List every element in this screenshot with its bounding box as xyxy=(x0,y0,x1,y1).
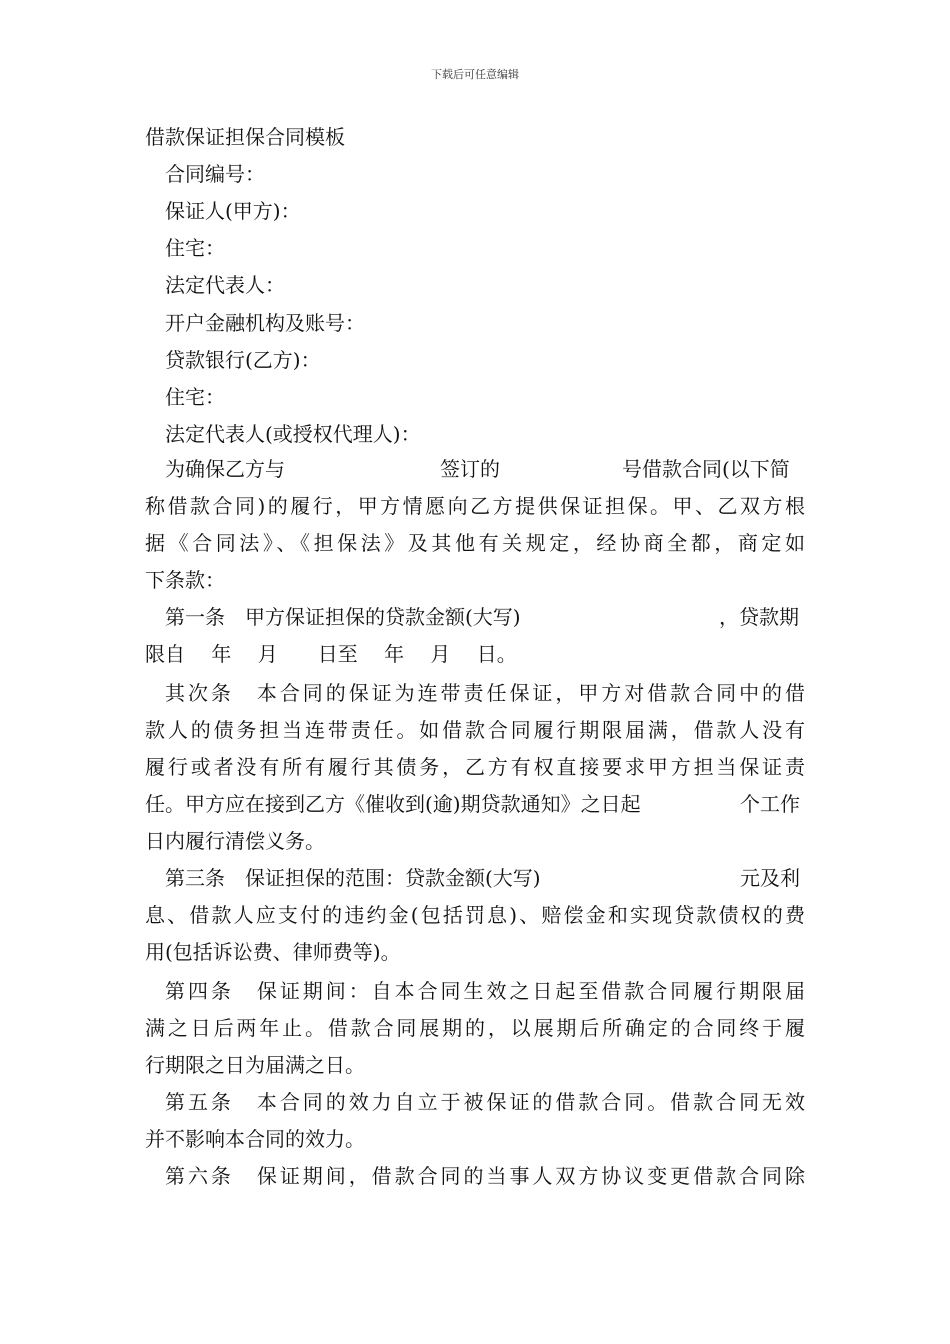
article-2-line-4-part-a: 任。甲方应在接到乙方《催收到(逾)期贷款通知》之日起 xyxy=(145,792,641,816)
paragraph-intro xyxy=(145,451,805,599)
intro-line-1 xyxy=(145,451,805,488)
article-3-line-1 xyxy=(145,860,805,897)
article-1-line-1 xyxy=(145,599,805,636)
article-1 xyxy=(145,599,805,673)
field-legal-representative: 法定代表人： xyxy=(165,273,285,297)
intro-line-1-part-a: 为确保乙方与 xyxy=(165,457,285,481)
intro-line-4: 下条款： xyxy=(145,568,225,592)
field-lender-bank: 贷款银行(乙方)： xyxy=(165,348,321,372)
article-2-line-4-part-b: 个工作 xyxy=(740,792,800,816)
field-contract-number: 合同编号： xyxy=(165,162,265,186)
article-2-line-4 xyxy=(145,786,805,823)
article-1-line-1-part-b: ，贷款期 xyxy=(719,605,799,629)
header-note: 下载后可任意编辑 xyxy=(431,68,519,81)
article-3-line-1-part-b: 元及利 xyxy=(740,866,800,890)
article-4 xyxy=(145,973,805,1084)
article-2-line-1: 其次条 本合同的保证为连带责任保证，甲方对借款合同中的借 xyxy=(165,681,805,705)
intro-line-3: 据《合同法》、《担保法》及其他有关规定，经协商全都，商定如 xyxy=(145,531,805,555)
article-2-line-5: 日内履行清偿义务。 xyxy=(145,829,325,853)
article-2 xyxy=(145,675,805,860)
article-1-line-1-part-a: 第一条 甲方保证担保的贷款金额(大写) xyxy=(165,605,521,629)
article-4-line-3: 行期限之日为届满之日。 xyxy=(145,1053,365,1077)
field-lender-address: 住宅： xyxy=(165,385,225,409)
article-6-line-1: 第六条 保证期间，借款合同的当事人双方协议变更借款合同除 xyxy=(165,1164,805,1188)
article-5-line-2: 并不影响本合同的效力。 xyxy=(145,1127,365,1151)
article-3-line-3: 用(包括诉讼费、律师费等)。 xyxy=(145,940,401,964)
field-bank-account: 开户金融机构及账号： xyxy=(165,311,365,335)
article-1-line-2: 限自 年 月 日至 年 月 日。 xyxy=(145,642,517,666)
article-3 xyxy=(145,860,805,971)
field-guarantor-address: 住宅： xyxy=(165,236,225,260)
field-lender-representative: 法定代表人(或授权代理人)： xyxy=(165,422,421,446)
field-guarantor: 保证人(甲方)： xyxy=(165,199,301,223)
intro-line-2: 称借款合同)的履行，甲方情愿向乙方提供保证担保。甲、乙双方根 xyxy=(145,494,805,518)
article-6 xyxy=(145,1158,805,1195)
article-4-line-2: 满之日后两年止。借款合同展期的，以展期后所确定的合同终于履 xyxy=(145,1016,805,1040)
intro-line-1-part-c: 号借款合同(以下简 xyxy=(622,457,790,481)
article-5 xyxy=(145,1084,805,1158)
article-4-line-1: 第四条 保证期间：自本合同生效之日起至借款合同履行期限届 xyxy=(165,979,805,1003)
document-title: 借款保证担保合同模板 xyxy=(145,125,345,149)
article-5-line-1: 第五条 本合同的效力自立于被保证的借款合同。借款合同无效 xyxy=(165,1090,805,1114)
article-2-line-3: 履行或者没有所有履行其债务，乙方有权直接要求甲方担当保证责 xyxy=(145,755,805,779)
article-3-line-2: 息、借款人应支付的违约金(包括罚息)、赔偿金和实现贷款债权的费 xyxy=(145,903,805,927)
article-3-line-1-part-a: 第三条 保证担保的范围：贷款金额(大写) xyxy=(165,866,541,890)
intro-line-1-part-b: 签订的 xyxy=(440,457,500,481)
article-2-line-2: 款人的债务担当连带责任。如借款合同履行期限届满，借款人没有 xyxy=(145,718,805,742)
